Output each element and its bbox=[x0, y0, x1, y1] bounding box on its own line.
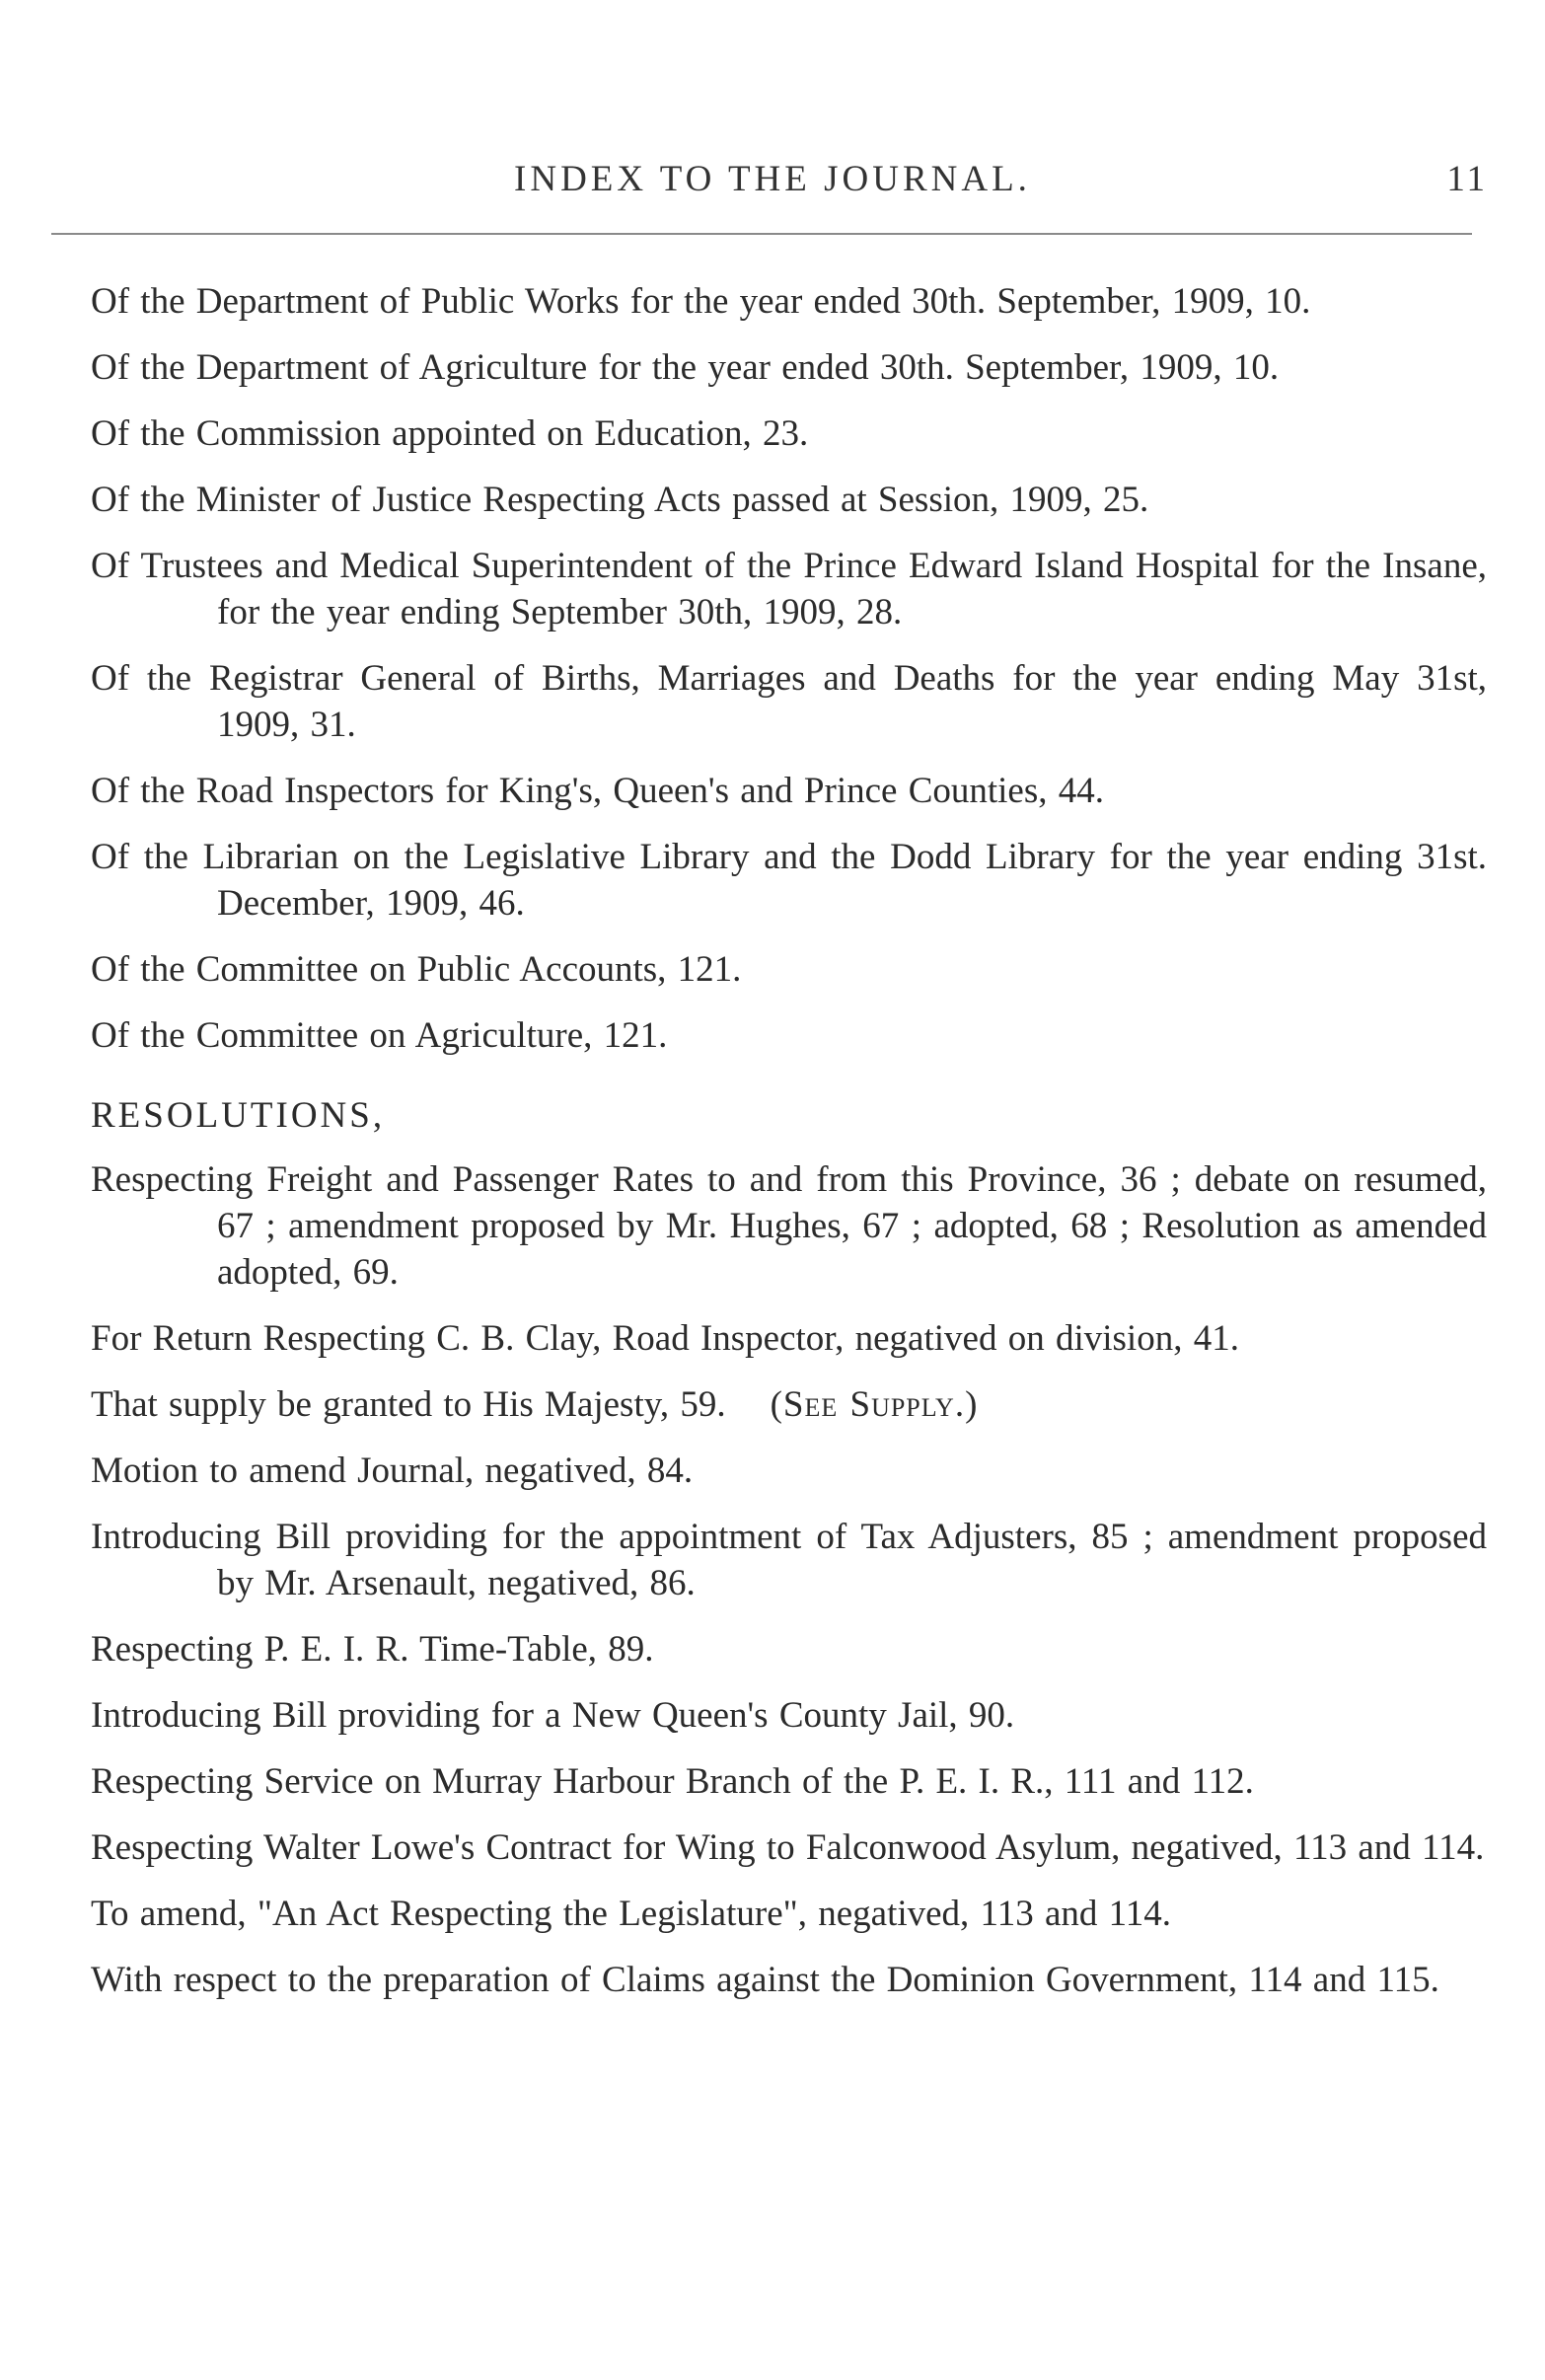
index-entry: For Return Respecting C. B. Clay, Road Inspector, negatived on division, 41. bbox=[91, 1318, 1239, 1359]
running-head bbox=[0, 158, 1545, 207]
page-number: 11 bbox=[1446, 159, 1488, 199]
index-entry: Of the Road Inspectors for King's, Queen's and Prince Counties, 44. bbox=[91, 771, 1105, 811]
section-heading: RESOLUTIONS, bbox=[91, 1095, 386, 1136]
index-entry: Introducing Bill providing for a New Queen's County Jail, 90. bbox=[91, 1695, 1015, 1736]
index-content bbox=[91, 278, 1487, 2003]
index-entry: Of the Department of Public Works for the year ended 30th. September, 1909, 10. bbox=[91, 281, 1311, 322]
index-entry: Respecting P. E. I. R. Time-Table, 89. bbox=[91, 1629, 654, 1670]
page-title: INDEX TO THE JOURNAL. bbox=[514, 159, 1031, 199]
index-entry: Introducing Bill providing for the appointment of Tax Adjusters, 85 ; amendment proposed by Mr. Arsenault, negatived, 86. bbox=[91, 1517, 1487, 1603]
index-entry: Respecting Service on Murray Harbour Branch of the P. E. I. R., 111 and 112. bbox=[91, 1761, 1254, 1802]
index-entry: Of the Registrar General of Births, Marriages and Deaths for the year ending May 31st, 1909, 31. bbox=[91, 658, 1487, 745]
index-entry: With respect to the preparation of Claims against the Dominion Government, 114 and 115. bbox=[91, 1960, 1439, 2000]
index-entry: Of the Librarian on the Legislative Library and the Dodd Library for the year ending 31st. December, 1909, 46. bbox=[91, 837, 1487, 924]
index-entry: Of the Committee on Agriculture, 121. bbox=[91, 1015, 668, 1056]
entry-text: That supply be granted to His Majesty, 59. bbox=[91, 1384, 726, 1425]
index-entry: Of the Commission appointed on Education, 23. bbox=[91, 413, 809, 454]
header-rule bbox=[51, 233, 1472, 235]
index-entry: Respecting Freight and Passenger Rates to and from this Province, 36 ; debate on resumed, 67 ; amendment proposed by Mr. Hughes, 67 ; adopted, 68 ; Resolution as amended adopted, 69. bbox=[91, 1159, 1487, 1293]
index-entry: Of the Committee on Public Accounts, 121. bbox=[91, 949, 742, 990]
index-entry: To amend, "An Act Respecting the Legislature", negatived, 113 and 114. bbox=[91, 1894, 1171, 1934]
index-entry: Of Trustees and Medical Superintendent of the Prince Edward Island Hospital for the Insane, for the year ending September 30th, 1909, 28. bbox=[91, 546, 1487, 632]
see-reference: (See Supply.) bbox=[770, 1384, 979, 1425]
index-entry: Respecting Walter Lowe's Contract for Wing to Falconwood Asylum, negatived, 113 and 114. bbox=[91, 1827, 1485, 1868]
index-entry bbox=[91, 1381, 1487, 1428]
index-entry: Of the Department of Agriculture for the year ended 30th. September, 1909, 10. bbox=[91, 347, 1280, 388]
index-entry: Motion to amend Journal, negatived, 84. bbox=[91, 1450, 694, 1491]
index-entry: Of the Minister of Justice Respecting Acts passed at Session, 1909, 25. bbox=[91, 480, 1149, 520]
